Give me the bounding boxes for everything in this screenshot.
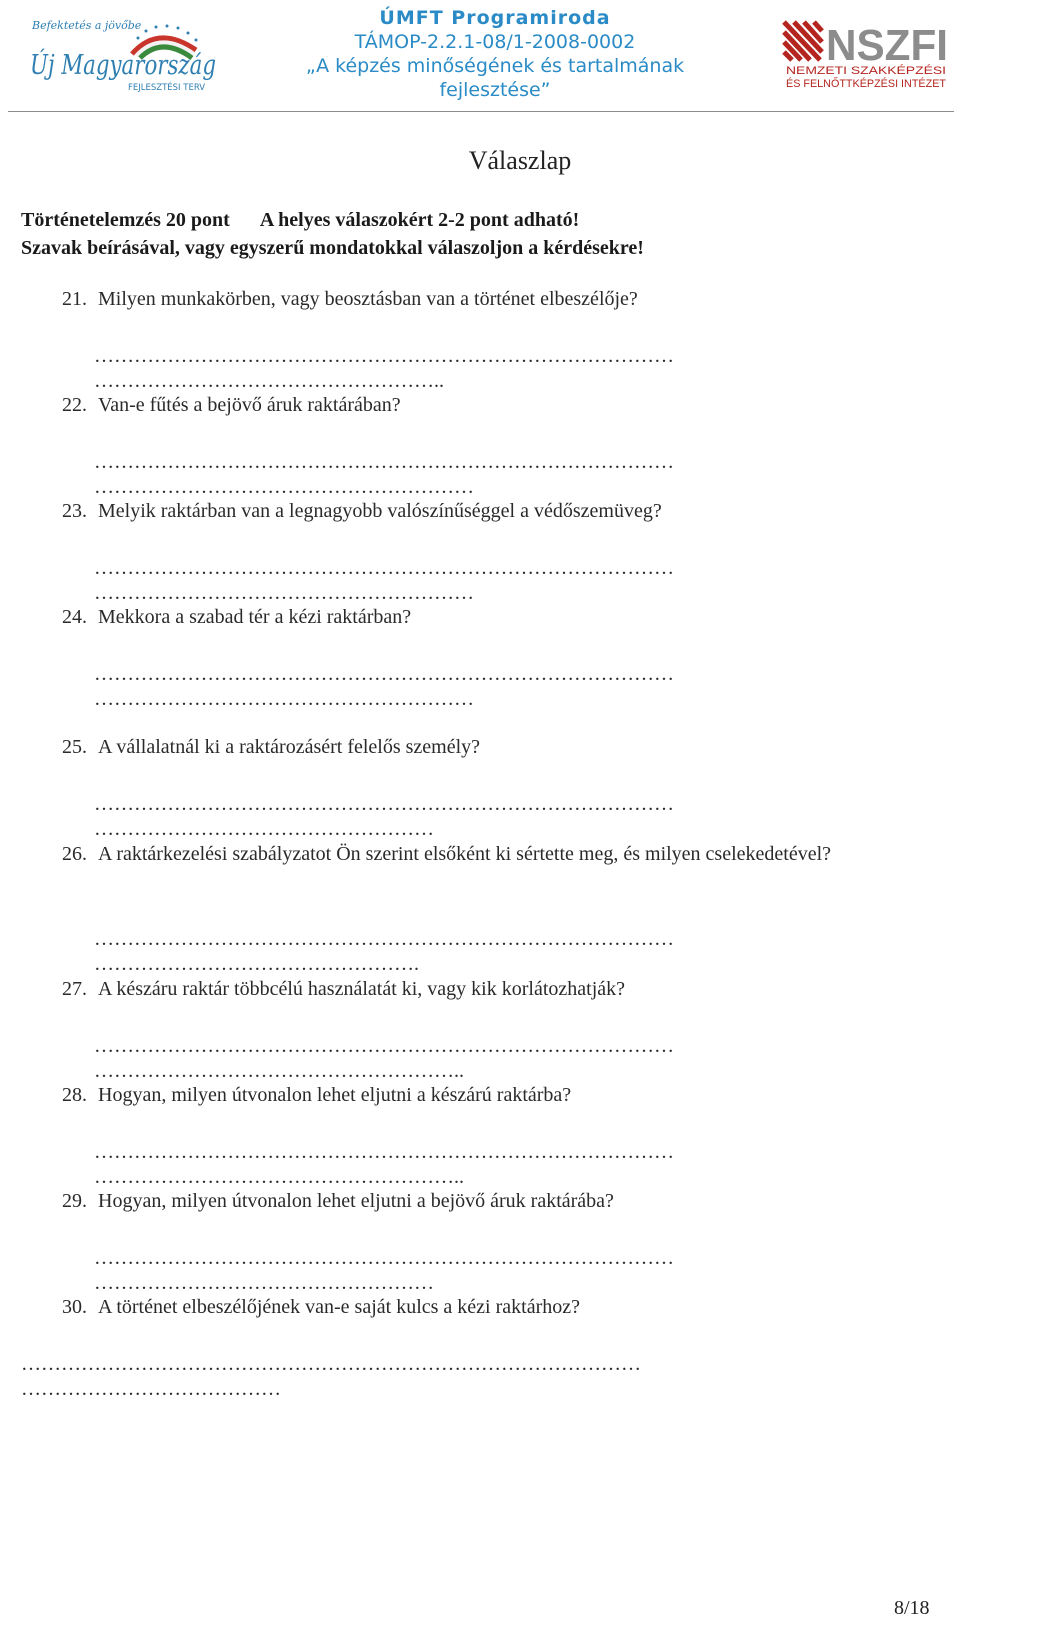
project-title-line-2: fejlesztése”: [439, 79, 551, 101]
question-22: [62, 391, 852, 420]
logo-left-brand: Új Magyarország: [30, 50, 266, 81]
answer-line[interactable]: ……………………………………………………………………………: [94, 928, 674, 950]
instructions: [21, 206, 644, 262]
document-title: Válaszlap: [468, 146, 572, 175]
instructions-line-2: Szavak beírásával, vagy egyszerű mondatokkal válaszoljon a kérdésekre!: [21, 237, 644, 259]
project-code: TÁMOP-2.2.1-08/1-2008-0002: [354, 31, 636, 53]
section-points: Történetelemzés 20 pont: [21, 209, 230, 231]
answer-line[interactable]: ………………………………………….: [94, 953, 419, 975]
question-21: [62, 285, 852, 314]
question-number: 28.: [62, 1084, 87, 1106]
logo-left-subtitle: FEJLESZTÉSI TERV: [128, 83, 206, 93]
answer-line[interactable]: ……………………………………………: [94, 1272, 434, 1294]
question-number: 30.: [62, 1296, 87, 1318]
answer-line[interactable]: ……………………………………………………………………………: [94, 557, 674, 579]
question-text: Hogyan, milyen útvonalon lehet eljutni a készárú raktárba?: [98, 1084, 572, 1106]
question-number: 27.: [62, 978, 87, 1000]
question-text: A vállalatnál ki a raktározásért felelős személy?: [98, 736, 481, 758]
question-text: Milyen munkakörben, vagy beosztásban van a történet elbeszélője?: [98, 288, 638, 310]
question-29: [62, 1187, 852, 1216]
question-number: 29.: [62, 1190, 87, 1212]
org-name: ÚMFT Programiroda: [379, 7, 611, 29]
instructions-line-1: [21, 206, 644, 234]
page-header: [0, 0, 960, 112]
question-text: Mekkora a szabad tér a kézi raktárban?: [98, 606, 412, 628]
question-text: A történet elbeszélőjének van-e saját kulcs a kézi raktárhoz?: [98, 1296, 580, 1318]
page-number: 8/18: [894, 1597, 930, 1619]
question-number: 26.: [62, 843, 87, 865]
logo-right-line-2: ÉS FELNŐTTKÉPZÉSI INTÉZET: [786, 78, 950, 90]
answer-line[interactable]: ……………………………………………………………………………: [94, 793, 674, 815]
question-text: Melyik raktárban van a legnagyobb valószínűséggel a védőszemüveg?: [98, 500, 662, 522]
answer-line[interactable]: ……………………………………………………………………………: [94, 451, 674, 473]
header-divider: [8, 111, 954, 112]
answer-line[interactable]: ……………………………………………………………………………: [94, 345, 674, 367]
question-24: [62, 603, 852, 632]
logo-left-tagline: Befektetés a jövőbe: [32, 19, 142, 32]
question-number: 21.: [62, 288, 87, 310]
answer-line[interactable]: ……………………………………………..: [94, 370, 444, 392]
question-28: [62, 1081, 852, 1110]
question-text: Van-e fűtés a bejövő áruk raktárában?: [98, 394, 401, 416]
answer-line[interactable]: ……………………………………………………………………………: [94, 663, 674, 685]
answer-line[interactable]: ……………………………………………: [94, 818, 434, 840]
question-number: 24.: [62, 606, 87, 628]
answer-line[interactable]: ……………………………………………………………………………: [94, 1035, 674, 1057]
answer-line[interactable]: …………………………………………………: [94, 582, 474, 604]
project-info: [300, 6, 690, 102]
logo-right-line-1: NEMZETI SZAKKÉPZÉSI: [786, 65, 913, 77]
scoring-note: A helyes válaszokért 2-2 pont adható!: [259, 209, 580, 231]
nszfi-emblem-icon: [784, 20, 822, 60]
question-text: A készáru raktár többcélú használatát ki, vagy kik korlátozhatják?: [98, 978, 626, 1000]
logo-right-brand: NSZFI: [826, 21, 948, 70]
question-number: 25.: [62, 736, 87, 758]
uj-magyarorszag-logo: [28, 16, 266, 96]
question-23: [62, 497, 852, 526]
answer-line[interactable]: …………………………………: [21, 1378, 281, 1400]
question-number: 23.: [62, 500, 87, 522]
question-30: [62, 1293, 852, 1322]
answer-line[interactable]: …………………………………………………: [94, 688, 474, 710]
answer-line[interactable]: ………………………………………………..: [94, 1060, 464, 1082]
answer-line[interactable]: ……………………………………………………………………………: [94, 1247, 674, 1269]
question-27: [62, 975, 852, 1004]
answer-line[interactable]: ……………………………………………………………………………: [94, 1141, 674, 1163]
question-text: Hogyan, milyen útvonalon lehet eljutni a bejövő áruk raktárába?: [98, 1190, 614, 1212]
nszfi-logo: [784, 16, 950, 92]
question-number: 22.: [62, 394, 87, 416]
question-25: [62, 733, 852, 762]
answer-line[interactable]: ………………………………………………..: [94, 1166, 464, 1188]
answer-line[interactable]: …………………………………………………………………………………: [21, 1353, 641, 1375]
answer-line[interactable]: …………………………………………………: [94, 476, 474, 498]
project-title-line-1: „A képzés minőségének és tartalmának: [305, 55, 685, 77]
question-text: A raktárkezelési szabályzatot Ön szerint elsőként ki sértette meg, és milyen cselekedetével?: [98, 843, 832, 865]
question-26: [62, 840, 852, 869]
